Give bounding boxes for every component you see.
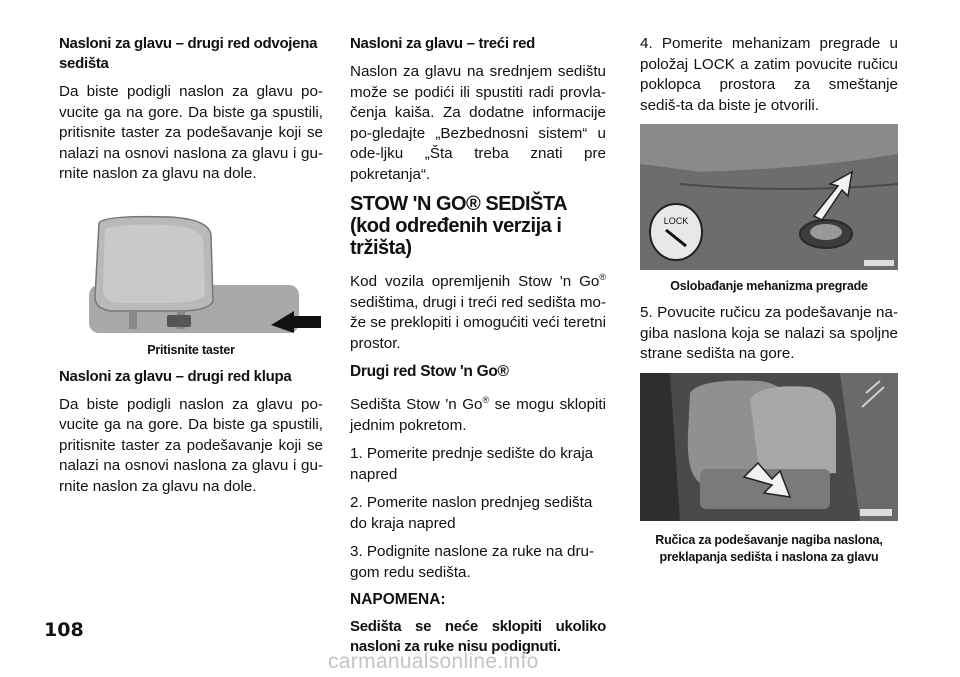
column-left	[59, 34, 323, 505]
step-1: 1. Pomerite prednje sedište do kraja napred	[350, 445, 594, 483]
paragraph-bench: Da biste podigli naslon za glavu po-vucite ga na gore. Da biste ga spustili, pritisnite taster za podešavanje koji se nalazi na osnovi naslona za glavu i gu-rnite naslon za glavu na dole.	[59, 395, 323, 495]
partition-mechanism-photo	[640, 124, 898, 270]
watermark: carmanualsonline.info	[328, 650, 539, 673]
step-3: 3. Podignite naslone za ruke na dru-gom redu sedišta.	[350, 543, 595, 581]
section-title	[350, 193, 606, 259]
section-title-line1: STOW 'N GO® SEDIŠTA	[350, 193, 568, 215]
recline-lever-photo	[640, 373, 898, 521]
note-heading: NAPOMENA:	[350, 591, 446, 609]
figure-caption: Oslobađanje mehanizma pregrade	[670, 279, 868, 293]
figure-partition-release	[640, 124, 898, 295]
step-4: 4. Pomerite mehanizam pregrade u položaj LOCK a zatim povucite ručicu poklopca prostora za smeštanje sediš-ta da biste je otvorili.	[640, 35, 898, 114]
note-body: Sedišta se neće sklopiti ukoliko nasloni za ruke nisu podignuti.	[350, 618, 606, 656]
paragraph-split-seats: Da biste podigli naslon za glavu po-vucite ga na gore. Da biste ga spustili, pritisnite taster za podešavanje koji se nalazi na osnovi naslona za glavu i gu-rnite naslon za glavu na dole.	[59, 83, 323, 182]
figure-headrest-button	[59, 215, 323, 359]
headrest-illustration	[59, 215, 323, 333]
heading-second-row-split-seats: Nasloni za glavu – drugi red odvojena sedišta	[59, 35, 318, 72]
column-right	[640, 34, 898, 574]
step-5: 5. Povucite ručicu za podešavanje na-giba naslona koja se nalazi sa spoljne strane sedišta na gore.	[640, 304, 898, 362]
section-title-line2: (kod određenih verzija i tržišta)	[350, 215, 562, 259]
figure-caption: Pritisnite taster	[147, 342, 235, 357]
step-2: 2. Pomerite naslon prednjeg sedišta do kraja napred	[350, 494, 593, 532]
heading-third-row: Nasloni za glavu – treći red	[350, 35, 536, 52]
heading-second-row-bench: Nasloni za glavu – drugi red klupa	[59, 367, 292, 385]
figure-lock-label: LOCK	[663, 216, 689, 226]
paragraph-third-row: Naslon za glavu na srednjem sedištu može se podići ili spustiti radi provla-čenja kaiša. Za dodatne informacije po-gledajte „Bezbednosni sistem“ u ode-ljku „Šta treba znati pre pokretanja“.	[350, 63, 606, 183]
paragraph-stow-n-go: Kod vozila opremljenih Stow 'n Go® sedištima, drugi i treći red sedišta mo-že se preklopiti i omogućiti veći teretni prostor.	[350, 272, 606, 352]
figure-recline-lever	[640, 373, 898, 566]
paragraph-fold-one-motion: Sedišta Stow 'n Go® se mogu sklopiti jednim pokretom.	[350, 395, 606, 434]
subheading-second-row-stow: Drugi red Stow 'n Go®	[350, 363, 509, 381]
column-middle	[350, 34, 606, 657]
page-number: 108	[44, 619, 84, 641]
figure-caption: Ručica za podešavanje nagiba naslona, preklapanja sedišta i naslona za glavu	[655, 532, 883, 564]
